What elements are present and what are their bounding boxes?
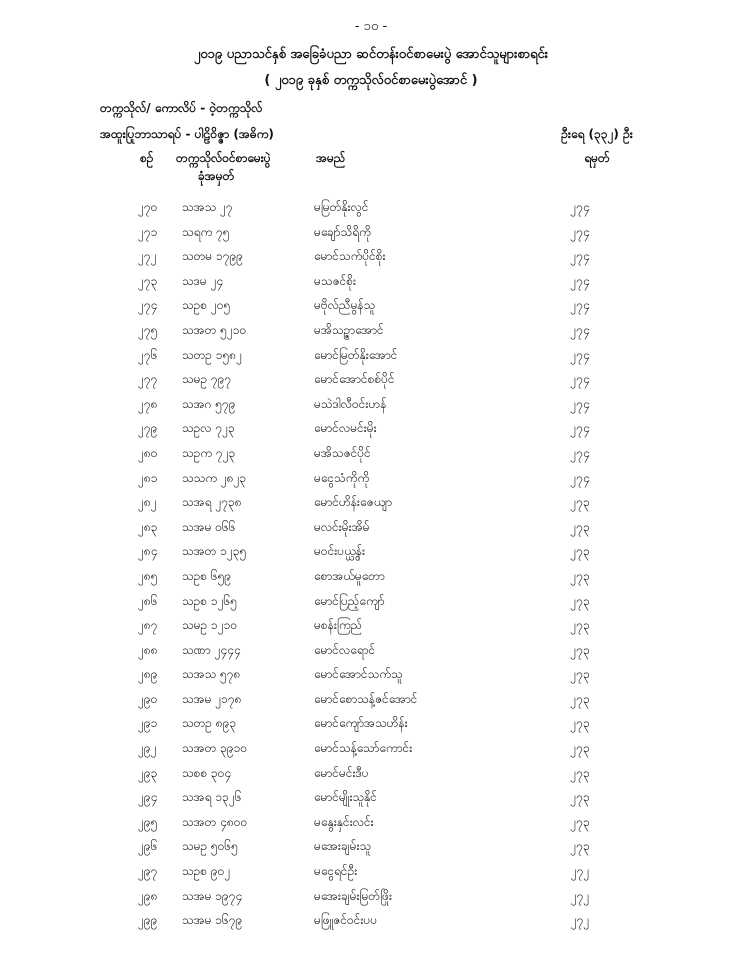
subject-line: အထူးပြုဘာသာရပ် - ပါဠိဝိဇ္ဇာ (အဓိက) [100,127,274,141]
roll-number: သဥစ ၆၅၉ [182,568,232,583]
roll-number: သအတ ၅၂၁၀ [182,322,247,337]
roll-number: သအရ ၂၇၃၈ [182,495,242,510]
row-number: ၂၈၅ [138,568,158,583]
table-row [0,367,742,392]
student-name: မငွေသံကိုကို [314,470,370,485]
roll-number: သအတ ၄၈၀၀ [182,814,248,829]
row-number: ၂၉၂ [138,741,157,756]
marks-value: ၂၇၄ [570,249,590,264]
row-number: ၂၈၇ [138,618,158,633]
roll-number: သတဥ ၈၉၃ [182,716,237,731]
row-number: ၂၈၃ [138,519,158,534]
marks-value: ၂၇၃ [570,765,590,780]
student-name: မအိသဉ္ဇာအောင် [314,322,384,337]
table-row [0,859,742,884]
row-number: ၂၇၅ [138,322,158,337]
marks-value: ၂၇၃ [570,618,590,633]
row-number: ၂၈၀ [138,445,158,460]
roll-number: သအဂ ၅၇၉ [182,396,236,411]
row-number: ၂၉၁ [138,716,158,731]
roll-number: သစစ ၃၀၄ [182,765,232,780]
marks-value: ၂၇၃ [570,839,590,854]
column-header-roll-sub: ခုံအမှတ် [198,169,235,183]
roll-number: သတဥ ၁၅၈၂ [182,347,243,362]
row-number: ၂၇၄ [138,298,158,313]
marks-value: ၂၇၃ [570,593,590,608]
table-row [0,392,742,417]
marks-value: ၂၇၄ [570,298,590,313]
row-number: ၂၇၈ [138,396,158,411]
student-name: မောင်အောင်သက်သူ [314,667,403,682]
row-number: ၂၈၄ [138,544,158,559]
row-number: ၂၈၂ [138,495,157,510]
roll-number: သမဥ ၁၂၁၀ [182,618,238,633]
student-name: မောင်သက်ပိုင်စိုး [314,249,386,264]
roll-number: သအရ ၁၃၂၆ [182,790,242,805]
row-number: ၂၇၀ [138,200,158,214]
table-row [0,515,742,540]
table-row [0,736,742,761]
roll-number: သဥလ ၇၂၃ [182,421,235,436]
marks-value: ၂၇၃ [570,544,590,559]
column-header-marks: ရမှတ် [584,151,610,165]
student-name: မအိသဇင်ပိုင် [314,445,371,460]
table-row [0,343,742,368]
table-row [0,761,742,786]
row-number: ၂၈၈ [138,642,158,657]
row-number: ၂၉၄ [138,790,158,805]
student-name: မသဇင်စိုး [314,273,357,288]
roll-number: သဥက ၇၂၃ [182,445,236,460]
row-number: ၂၉၃ [138,765,158,780]
marks-value: ၂၇၂ [570,864,590,879]
document-title: ၂၀၁၉ ပညာသင်နှစ် အခြေခံပညာ ဆင်တန်းဝင်စာမေးပွဲ အောင်သူများစာရင်း [193,47,549,62]
student-name: မလင်းမိုးအိမ် [314,519,370,534]
student-name: မသဲဒါလီဝင်းဟန် [314,396,387,411]
student-name: မောင်လမင်းမိုး [314,421,377,436]
marks-value: ၂၇၂ [570,888,590,903]
roll-number: သအမ ၀၆၆ [182,519,236,534]
student-name: မဗိုလ်ညီမွန်သူ [314,298,376,313]
row-number: ၂၈၉ [138,667,158,682]
roll-number: သဏာ ၂၄၄၄ [182,642,241,657]
table-row [0,589,742,614]
table-row [0,318,742,343]
student-name: မောင်ပြည့်ကျော် [314,593,385,608]
row-number: ၂၉၉ [138,913,158,928]
marks-value: ၂၇၄ [570,200,590,214]
roll-number: သအသ ၅၇၈ [182,667,241,682]
student-name: မောင်သန့်သော်ကောင်း [314,741,413,756]
marks-value: ၂၇၄ [570,347,590,362]
table-row [0,711,742,736]
marks-value: ၂၇၄ [570,445,590,460]
marks-value: ၂၇၃ [570,667,590,682]
marks-value: ၂၇၃ [570,691,590,706]
student-name: မအေးချမ်းမြတ်ဖြိုး [314,888,392,903]
table-row [0,244,742,269]
roll-number: သအမ ၂၁၇၈ [182,691,242,706]
marks-value: ၂၇၃ [570,716,590,731]
marks-value: ၂၇၃ [570,568,590,583]
table-row [0,195,742,220]
marks-value: ၂၇၄ [570,396,590,411]
roll-number: သအတ ၃၉၁၀ [182,741,248,756]
marks-value: ၂၇၃ [570,814,590,829]
row-number: ၂၉၇ [138,864,158,879]
roll-number: သမဥ ၅၀၆၅ [182,839,238,854]
marks-value: ၂၇၃ [570,790,590,805]
university-line: တက္ကသိုလ်/ ကောလိပ် - ဝဲ့တက္ကသိုလ် [100,101,263,115]
student-name: မငွေရင်ဦး [314,864,358,879]
table-row [0,908,742,933]
table-row [0,638,742,663]
row-number: ၂၇၃ [138,273,158,288]
roll-number: သအမ ၁၆၇၉ [182,913,243,928]
column-header-name: အမည် [316,151,346,165]
column-header-no: စဉ် [140,151,154,165]
table-row [0,441,742,466]
student-name: မောင်ကျော်အသဟိန်း [314,716,408,731]
table-row [0,834,742,859]
row-number: ၂၉၅ [138,814,158,829]
document-subtitle: ( ၂၀၁၉ ခုနှစ် တက္ကသိုလ်ဝင်စာမေးပွဲအောင် ) [264,73,478,88]
table-row [0,613,742,638]
roll-number: သတမ ၁၇၉၉ [182,249,243,264]
table-row [0,269,742,294]
student-name: မောင်မျိုးသူနိုင် [314,790,377,805]
roll-number: သဒမ ၂၄ [182,273,224,288]
student-name: မောင်စောသန့်ဇင်အောင် [314,691,418,706]
table-row [0,785,742,810]
row-number: ၂၇၂ [138,249,157,264]
table-row [0,416,742,441]
row-number: ၂၇၇ [138,372,158,387]
row-number: ၂၇၁ [138,224,158,239]
roll-number: သသက ၂၈၂၃ [182,470,247,485]
table-row [0,293,742,318]
student-name: မောင်လရောင် [314,642,376,657]
marks-value: ၂၇၄ [570,273,590,288]
row-number: ၂၈၆ [138,593,158,608]
marks-value: ၂၇၄ [570,470,590,485]
student-name: မောင်ဟိန်းဇေယျာ [314,495,393,510]
table-row [0,466,742,491]
roll-number: သဥစ ၉၀၂ [182,864,231,879]
results-table [0,195,742,933]
row-number: ၂၉၆ [138,839,158,854]
student-name: မနွေးနှင်းလင်း [314,814,374,829]
row-number: ၂၇၉ [138,421,158,436]
roll-number: သမဥ ၇၉၇ [182,372,232,387]
table-row [0,810,742,835]
marks-value: ၂၇၄ [570,224,590,239]
count-header: ဦးရေ (၃၃၂) ဦး [561,127,633,141]
student-name: မချော်သိရိကို [314,224,371,239]
page-number: - ၁၀ - [354,19,388,34]
student-name: မောင်အောင်စစ်ပိုင် [314,372,395,387]
student-name: မဝင်းပယ္ယွန်း [314,544,366,559]
row-number: ၂၇၆ [138,347,158,362]
marks-value: ၂၇၃ [570,519,590,534]
marks-value: ၂၇၃ [570,741,590,756]
roll-number: သရက ၇၅ [182,224,230,239]
marks-value: ၂၇၄ [570,322,590,337]
marks-value: ၂၇၂ [570,913,590,928]
student-name: မစန်းကြည် [314,618,363,633]
marks-value: ၂၇၃ [570,642,590,657]
row-number: ၂၉၀ [138,691,158,706]
roll-number: သဥစ ၂၀၅ [182,298,231,313]
student-name: မဖြူဇင်ဝင်းပပ [314,913,378,928]
roll-number: သဥစ ၁၂၆၅ [182,593,237,608]
row-number: ၂၈၁ [138,470,158,485]
table-row [0,490,742,515]
student-name: စောအယ်မူတော [314,568,385,583]
row-number: ၂၉၈ [138,888,158,903]
table-row [0,539,742,564]
column-header-roll: တက္ကသိုလ်ဝင်စာမေးပွဲ [176,151,271,165]
roll-number: သအတ ၁၂၃၅ [182,544,247,559]
student-name: မောင်မြတ်နိုးအောင် [314,347,398,362]
student-name: မအေးချမ်းသူ [314,839,372,854]
table-row [0,687,742,712]
table-row [0,220,742,245]
roll-number: သအသ ၂၇ [182,200,233,214]
marks-value: ၂၇၄ [570,372,590,387]
student-name: မမြတ်နိုးလွင် [314,200,369,214]
student-name: မောင်မင်းဒီပ [314,765,369,780]
marks-value: ၂၇၄ [570,421,590,436]
table-row [0,884,742,909]
marks-value: ၂၇၃ [570,495,590,510]
roll-number: သအမ ၁၉၇၄ [182,888,243,903]
table-row [0,564,742,589]
table-row [0,662,742,687]
